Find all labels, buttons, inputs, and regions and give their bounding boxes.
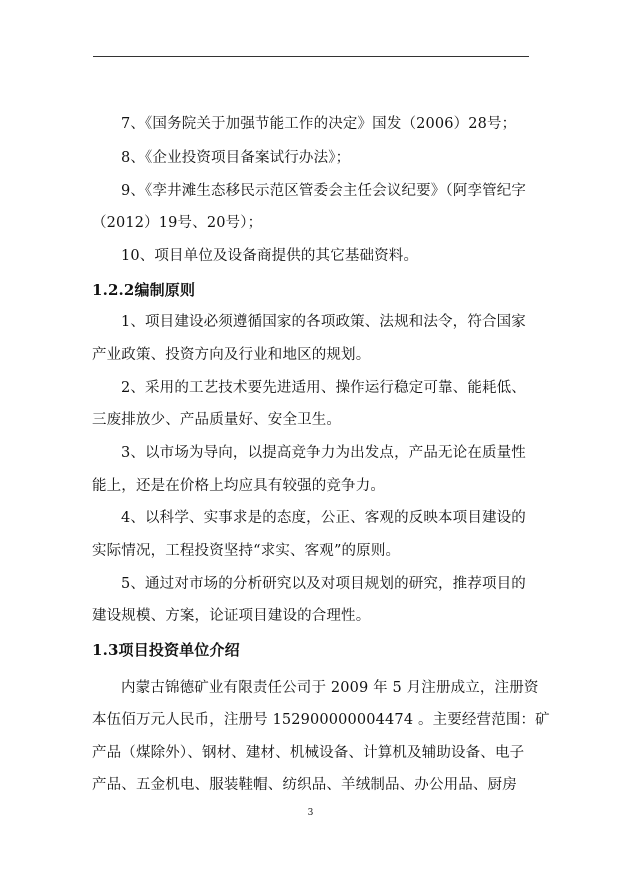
paragraph-line: 产品、五金机电、服装鞋帽、纺织品、羊绒制品、办公用品、厨房 <box>92 777 517 793</box>
list-item: 8、《企业投资项目备案试行办法》； <box>121 150 351 166</box>
header-rule <box>93 56 529 57</box>
list-item: 7、《国务院关于加强节能工作的决定》国发（2006）28号； <box>121 116 517 132</box>
section-heading-1-3: 1.3项目投资单位介绍 <box>92 641 240 659</box>
principle-item: 4、以科学、实事求是的态度，公正、客观的反映本项目建设的 <box>121 510 526 526</box>
principle-item: 2、采用的工艺技术要先进适用、操作运行稳定可靠、能耗低、 <box>121 380 526 396</box>
list-item: 10、项目单位及设备商提供的其它基础资料。 <box>121 248 419 264</box>
page-number: 3 <box>307 808 314 818</box>
principle-item: 3、以市场为导向，以提高竞争力为出发点，产品无论在质量性 <box>121 445 526 461</box>
paragraph-line: 产品（煤除外）、钢材、建材、机械设备、计算机及辅助设备、电子 <box>92 745 525 761</box>
principle-item-continuation: 三废排放少、产品质量好、安全卫生。 <box>92 412 342 428</box>
principle-item-continuation: 实际情况，工程投资坚持“求实、客观”的原则。 <box>92 543 401 559</box>
paragraph-line: 内蒙古锦德矿业有限责任公司于 2009 年 5 月注册成立，注册资 <box>121 680 539 696</box>
principle-item-continuation: 能上，还是在价格上均应具有较强的竞争力。 <box>92 478 385 494</box>
list-item: 9、《孪井滩生态移民示范区管委会主任会议纪要》（阿孪管纪字 <box>121 183 527 199</box>
principle-item: 1、项目建设必须遵循国家的各项政策、法规和法令，符合国家 <box>121 314 526 330</box>
principle-item-continuation: 建设规模、方案，论证项目建设的合理性。 <box>92 608 371 624</box>
section-heading-1-2-2: 1.2.2编制原则 <box>92 281 196 299</box>
paragraph-line: 本伍佰万元人民币，注册号 152900000004474 。主要经营范围：矿 <box>92 712 550 728</box>
principle-item-continuation: 产业政策、投资方向及行业和地区的规划。 <box>92 347 371 363</box>
list-item-continuation: （2012）19号、20号）； <box>92 215 263 231</box>
principle-item: 5、通过对市场的分析研究以及对项目规划的研究，推荐项目的 <box>121 576 526 592</box>
